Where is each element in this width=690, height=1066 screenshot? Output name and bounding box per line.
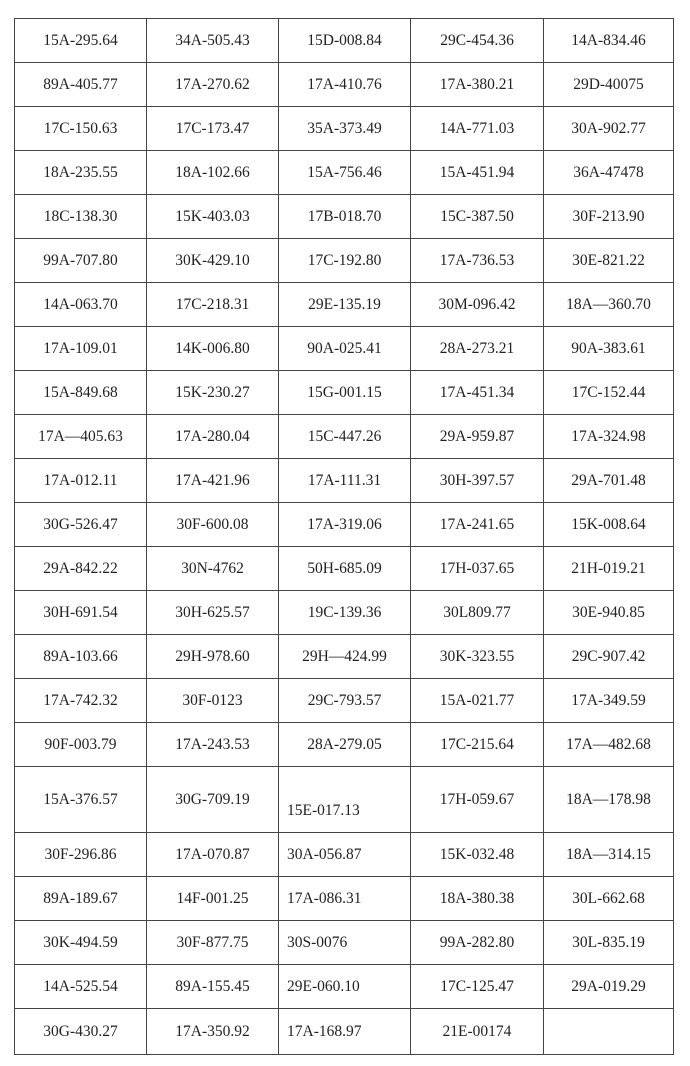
table-cell: 15C-447.26 [279,415,411,459]
table-row [15,19,674,63]
table-cell: 30F-213.90 [544,195,674,239]
table-cell: 14A-771.03 [411,107,544,151]
table-cell: 15A-295.64 [15,19,147,63]
table-cell: 17A-421.96 [147,459,279,503]
table-cell: 30G-709.19 [147,767,279,833]
table-cell: 15A-021.77 [411,679,544,723]
table-body [15,19,674,1055]
table-cell: 17A-350.92 [147,1009,279,1055]
table-cell: 30H-397.57 [411,459,544,503]
table-cell: 17A-324.98 [544,415,674,459]
table-cell: 30S-0076 [279,921,411,965]
table-cell: 15K-008.64 [544,503,674,547]
table-cell: 14F-001.25 [147,877,279,921]
table-row [15,723,674,767]
table-cell: 30E-940.85 [544,591,674,635]
table-cell: 30G-526.47 [15,503,147,547]
table-cell: 17B-018.70 [279,195,411,239]
table-cell: 17A-241.65 [411,503,544,547]
table-row [15,459,674,503]
table-cell: 15A-376.57 [15,767,147,833]
table-cell: 18A—314.15 [544,833,674,877]
table-cell: 15A-849.68 [15,371,147,415]
table-row [15,195,674,239]
table-cell: 14A-834.46 [544,19,674,63]
table-cell: 17C-150.63 [15,107,147,151]
table-cell: 17A-742.32 [15,679,147,723]
table-cell: 35A-373.49 [279,107,411,151]
table-row [15,327,674,371]
table-cell: 29H-978.60 [147,635,279,679]
table-cell: 30H-625.57 [147,591,279,635]
table-cell: 30N-4762 [147,547,279,591]
table-row [15,151,674,195]
table-cell: 17A-109.01 [15,327,147,371]
table-row [15,371,674,415]
table-cell: 89A-103.66 [15,635,147,679]
table-row [15,415,674,459]
table-cell: 17A-168.97 [279,1009,411,1055]
table-cell: 29C-454.36 [411,19,544,63]
table-cell: 29A-842.22 [15,547,147,591]
table-cell: 17A-280.04 [147,415,279,459]
table-cell: 30F-0123 [147,679,279,723]
table-cell: 90F-003.79 [15,723,147,767]
table-cell: 50H-685.09 [279,547,411,591]
table-cell: 34A-505.43 [147,19,279,63]
table-cell: 30L-662.68 [544,877,674,921]
table-row [15,503,674,547]
table-cell: 17A-319.06 [279,503,411,547]
table-cell: 14A-063.70 [15,283,147,327]
table-cell: 18A—178.98 [544,767,674,833]
table-cell: 99A-282.80 [411,921,544,965]
table-cell: 29A-701.48 [544,459,674,503]
table-cell: 17A-349.59 [544,679,674,723]
table-cell: 89A-155.45 [147,965,279,1009]
table-cell: 30F-877.75 [147,921,279,965]
table-cell: 30E-821.22 [544,239,674,283]
table-cell [544,1009,674,1055]
table-cell: 18A—360.70 [544,283,674,327]
table-cell: 15E-017.13 [279,767,411,833]
table-cell: 15K-230.27 [147,371,279,415]
table-cell: 30A-056.87 [279,833,411,877]
table-cell: 17A-380.21 [411,63,544,107]
table-cell: 30F-600.08 [147,503,279,547]
table-cell: 17A—405.63 [15,415,147,459]
table-cell: 15G-001.15 [279,371,411,415]
table-row [15,833,674,877]
table-cell: 21E-00174 [411,1009,544,1055]
table-cell: 18A-380.38 [411,877,544,921]
plate-number-table [14,18,674,1055]
table-row [15,591,674,635]
table-cell: 89A-189.67 [15,877,147,921]
table-cell: 30K-429.10 [147,239,279,283]
table-cell: 30K-494.59 [15,921,147,965]
table-cell: 15D-008.84 [279,19,411,63]
table-row [15,767,674,833]
table-cell: 18A-102.66 [147,151,279,195]
table-cell: 90A-025.41 [279,327,411,371]
table-row [15,921,674,965]
table-row [15,63,674,107]
table-cell: 29C-907.42 [544,635,674,679]
table-cell: 15C-387.50 [411,195,544,239]
table-cell: 30A-902.77 [544,107,674,151]
table-row [15,635,674,679]
table-cell: 29H—424.99 [279,635,411,679]
table-cell: 17A-086.31 [279,877,411,921]
table-cell: 18C-138.30 [15,195,147,239]
table-cell: 17A-012.11 [15,459,147,503]
table-cell: 30F-296.86 [15,833,147,877]
table-row [15,547,674,591]
table-cell: 30M-096.42 [411,283,544,327]
table-cell: 15A-756.46 [279,151,411,195]
table-cell: 17C-125.47 [411,965,544,1009]
table-cell: 30L-835.19 [544,921,674,965]
table-cell: 90A-383.61 [544,327,674,371]
table-cell: 17A—482.68 [544,723,674,767]
table-cell: 17A-270.62 [147,63,279,107]
table-cell: 17A-070.87 [147,833,279,877]
table-cell: 15K-403.03 [147,195,279,239]
table-row [15,877,674,921]
table-cell: 17H-037.65 [411,547,544,591]
table-row [15,239,674,283]
table-cell: 15A-451.94 [411,151,544,195]
table-row [15,107,674,151]
table-cell: 30H-691.54 [15,591,147,635]
table-cell: 17A-736.53 [411,239,544,283]
table-cell: 17C-173.47 [147,107,279,151]
table-cell: 30G-430.27 [15,1009,147,1055]
table-cell: 14A-525.54 [15,965,147,1009]
table-row [15,965,674,1009]
table-row [15,679,674,723]
table-cell: 19C-139.36 [279,591,411,635]
table-cell: 29C-793.57 [279,679,411,723]
table-cell: 17H-059.67 [411,767,544,833]
table-cell: 30L809.77 [411,591,544,635]
table-cell: 29E-135.19 [279,283,411,327]
table-cell: 99A-707.80 [15,239,147,283]
table-row [15,1009,674,1055]
table-cell: 29D-40075 [544,63,674,107]
table-cell: 29E-060.10 [279,965,411,1009]
table-cell: 21H-019.21 [544,547,674,591]
table-cell: 29A-019.29 [544,965,674,1009]
table-cell: 17C-215.64 [411,723,544,767]
table-cell: 29A-959.87 [411,415,544,459]
table-cell: 17A-243.53 [147,723,279,767]
table-cell: 17C-152.44 [544,371,674,415]
table-cell: 17A-111.31 [279,459,411,503]
table-cell: 15K-032.48 [411,833,544,877]
table-cell: 17A-451.34 [411,371,544,415]
table-cell: 36A-47478 [544,151,674,195]
table-cell: 17C-218.31 [147,283,279,327]
table-cell: 14K-006.80 [147,327,279,371]
table-cell: 17A-410.76 [279,63,411,107]
table-cell: 89A-405.77 [15,63,147,107]
table-cell: 17C-192.80 [279,239,411,283]
table-cell: 28A-273.21 [411,327,544,371]
table-row [15,283,674,327]
table-cell: 28A-279.05 [279,723,411,767]
table-cell: 30K-323.55 [411,635,544,679]
table-cell: 18A-235.55 [15,151,147,195]
